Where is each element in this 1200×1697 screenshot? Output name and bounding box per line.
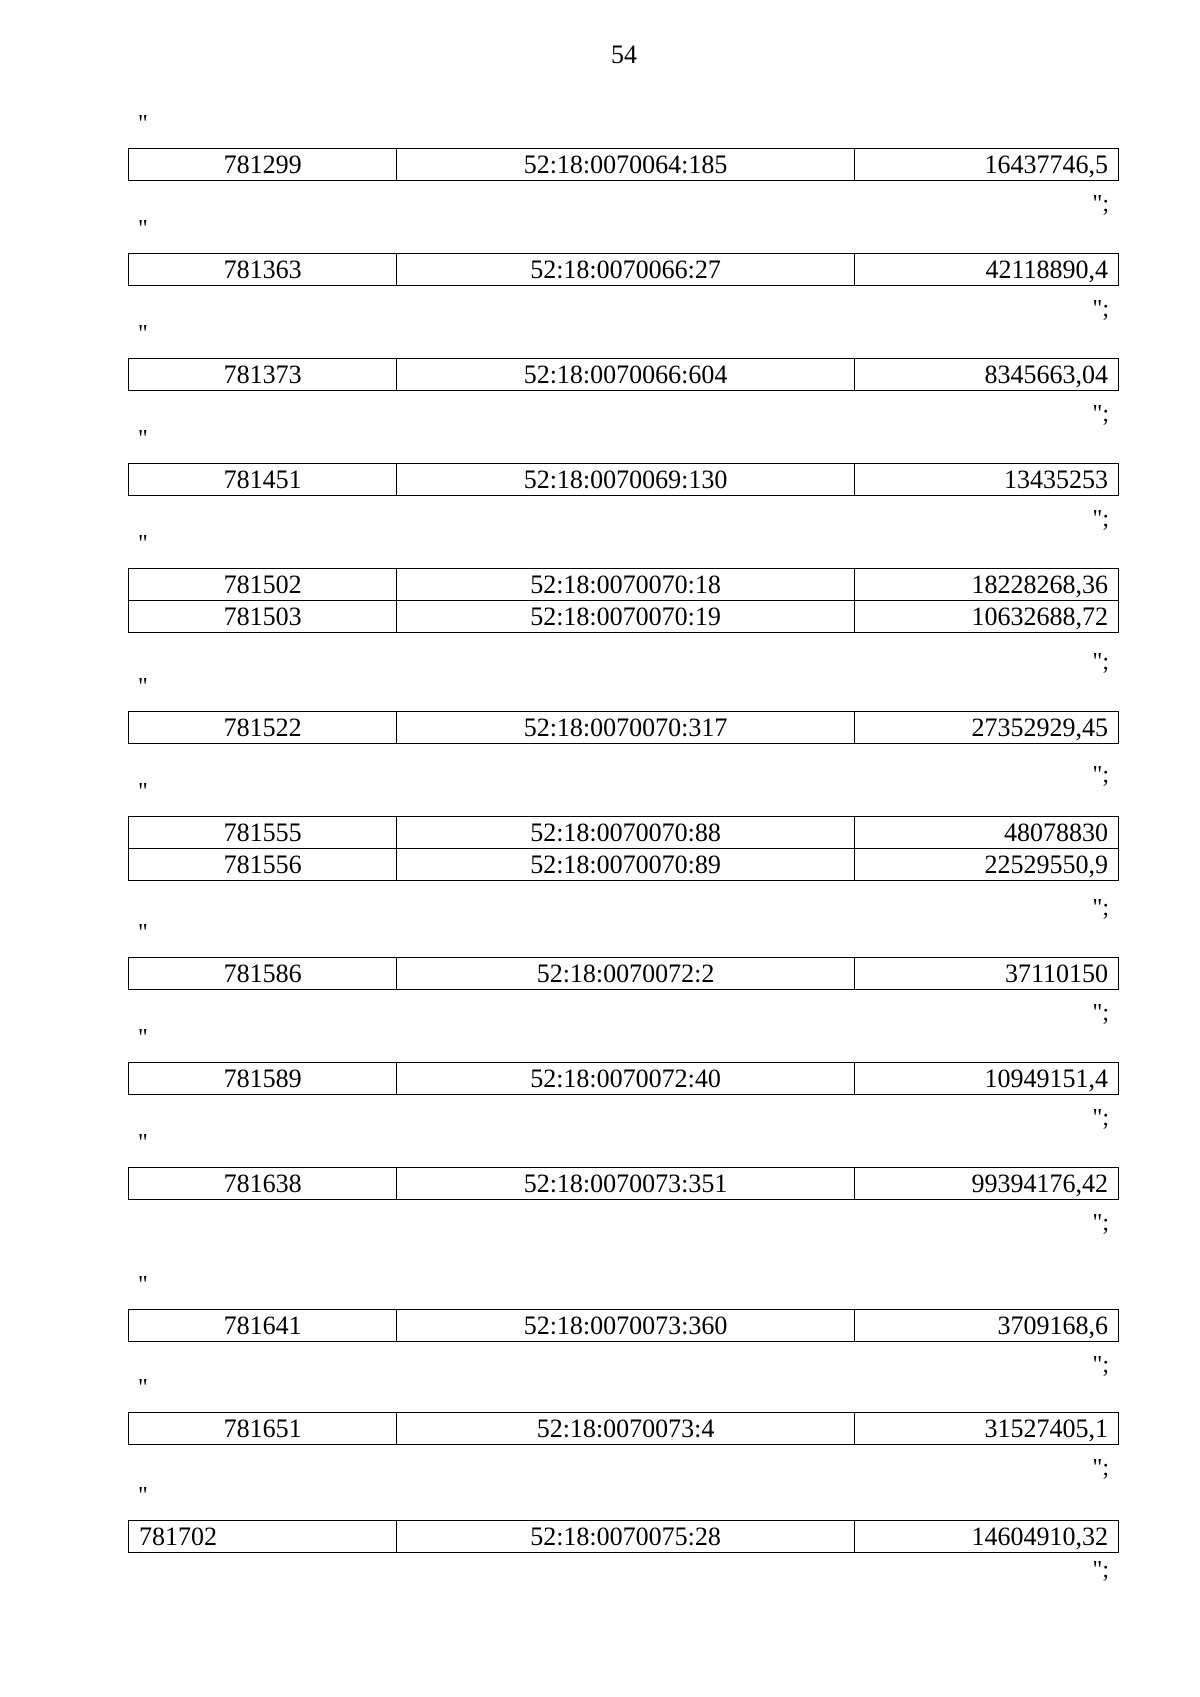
record-table xyxy=(128,816,1119,881)
cadastral-number-cell: 52:18:0070070:88 xyxy=(397,817,855,849)
parcel-number-cell: 781503 xyxy=(129,601,397,633)
value-cell: 48078830 xyxy=(854,817,1118,849)
value-cell: 37110150 xyxy=(854,958,1118,990)
value-cell: 10632688,72 xyxy=(854,601,1118,633)
value-cell: 22529550,9 xyxy=(854,849,1118,881)
cadastral-number-cell: 52:18:0070070:89 xyxy=(397,849,855,881)
record-table xyxy=(128,1520,1119,1553)
record-table xyxy=(128,253,1119,286)
parcel-number-cell: 781651 xyxy=(129,1413,397,1445)
opening-quote: " xyxy=(138,426,148,452)
opening-quote: " xyxy=(138,216,148,242)
record-table xyxy=(128,568,1119,633)
opening-quote: " xyxy=(138,779,148,805)
parcel-number-cell: 781638 xyxy=(129,1168,397,1200)
opening-quote: " xyxy=(138,1025,148,1051)
table-row xyxy=(129,1168,1119,1200)
closing-quote: "; xyxy=(1092,1557,1109,1583)
opening-quote: " xyxy=(138,920,148,946)
cadastral-number-cell: 52:18:0070064:185 xyxy=(397,149,855,181)
closing-quote: "; xyxy=(1092,1352,1109,1378)
table-row xyxy=(129,712,1119,744)
record-table xyxy=(128,1412,1119,1445)
record-table xyxy=(128,148,1119,181)
record-table xyxy=(128,358,1119,391)
closing-quote: "; xyxy=(1092,1210,1109,1236)
table-row xyxy=(129,569,1119,601)
table-row xyxy=(129,601,1119,633)
cadastral-number-cell: 52:18:0070075:28 xyxy=(397,1521,855,1553)
cadastral-number-cell: 52:18:0070069:130 xyxy=(397,464,855,496)
closing-quote: "; xyxy=(1092,191,1109,217)
record-table xyxy=(128,1309,1119,1342)
cadastral-number-cell: 52:18:0070066:27 xyxy=(397,254,855,286)
parcel-number-cell: 781451 xyxy=(129,464,397,496)
value-cell: 18228268,36 xyxy=(854,569,1118,601)
parcel-number-cell: 781363 xyxy=(129,254,397,286)
value-cell: 14604910,32 xyxy=(854,1521,1118,1553)
opening-quote: " xyxy=(138,1130,148,1156)
table-row xyxy=(129,849,1119,881)
closing-quote: "; xyxy=(1092,506,1109,532)
value-cell: 42118890,4 xyxy=(854,254,1118,286)
parcel-number-cell: 781586 xyxy=(129,958,397,990)
value-cell: 10949151,4 xyxy=(854,1063,1118,1095)
cadastral-number-cell: 52:18:0070073:351 xyxy=(397,1168,855,1200)
table-row xyxy=(129,1310,1119,1342)
opening-quote: " xyxy=(138,531,148,557)
record-table xyxy=(128,463,1119,496)
value-cell: 3709168,6 xyxy=(854,1310,1118,1342)
table-row xyxy=(129,958,1119,990)
table-row xyxy=(129,359,1119,391)
table-row xyxy=(129,1521,1119,1553)
opening-quote: " xyxy=(138,111,148,137)
parcel-number-cell: 781556 xyxy=(129,849,397,881)
record-table xyxy=(128,1062,1119,1095)
closing-quote: "; xyxy=(1092,401,1109,427)
table-row xyxy=(129,149,1119,181)
closing-quote: "; xyxy=(1092,1455,1109,1481)
value-cell: 31527405,1 xyxy=(854,1413,1118,1445)
parcel-number-cell: 781299 xyxy=(129,149,397,181)
parcel-number-cell: 781502 xyxy=(129,569,397,601)
table-row xyxy=(129,817,1119,849)
page-number: 54 xyxy=(611,40,637,69)
cadastral-number-cell: 52:18:0070070:18 xyxy=(397,569,855,601)
opening-quote: " xyxy=(138,1483,148,1509)
opening-quote: " xyxy=(138,674,148,700)
record-table xyxy=(128,1167,1119,1200)
cadastral-number-cell: 52:18:0070072:2 xyxy=(397,958,855,990)
cadastral-number-cell: 52:18:0070070:19 xyxy=(397,601,855,633)
value-cell: 99394176,42 xyxy=(854,1168,1118,1200)
opening-quote: " xyxy=(138,321,148,347)
parcel-number-cell: 781522 xyxy=(129,712,397,744)
record-table xyxy=(128,957,1119,990)
closing-quote: "; xyxy=(1092,649,1109,675)
value-cell: 13435253 xyxy=(854,464,1118,496)
closing-quote: "; xyxy=(1092,762,1109,788)
parcel-number-cell: 781641 xyxy=(129,1310,397,1342)
closing-quote: "; xyxy=(1092,895,1109,921)
table-row xyxy=(129,464,1119,496)
table-row xyxy=(129,1413,1119,1445)
closing-quote: "; xyxy=(1092,1105,1109,1131)
table-row xyxy=(129,254,1119,286)
parcel-number-cell: 781702 xyxy=(129,1521,397,1553)
opening-quote: " xyxy=(138,1375,148,1401)
cadastral-number-cell: 52:18:0070070:317 xyxy=(397,712,855,744)
opening-quote: " xyxy=(138,1272,148,1298)
cadastral-number-cell: 52:18:0070073:4 xyxy=(397,1413,855,1445)
value-cell: 8345663,04 xyxy=(854,359,1118,391)
closing-quote: "; xyxy=(1092,1000,1109,1026)
table-row xyxy=(129,1063,1119,1095)
parcel-number-cell: 781555 xyxy=(129,817,397,849)
closing-quote: "; xyxy=(1092,296,1109,322)
cadastral-number-cell: 52:18:0070066:604 xyxy=(397,359,855,391)
cadastral-number-cell: 52:18:0070073:360 xyxy=(397,1310,855,1342)
record-table xyxy=(128,711,1119,744)
value-cell: 16437746,5 xyxy=(854,149,1118,181)
cadastral-number-cell: 52:18:0070072:40 xyxy=(397,1063,855,1095)
parcel-number-cell: 781589 xyxy=(129,1063,397,1095)
value-cell: 27352929,45 xyxy=(854,712,1118,744)
parcel-number-cell: 781373 xyxy=(129,359,397,391)
